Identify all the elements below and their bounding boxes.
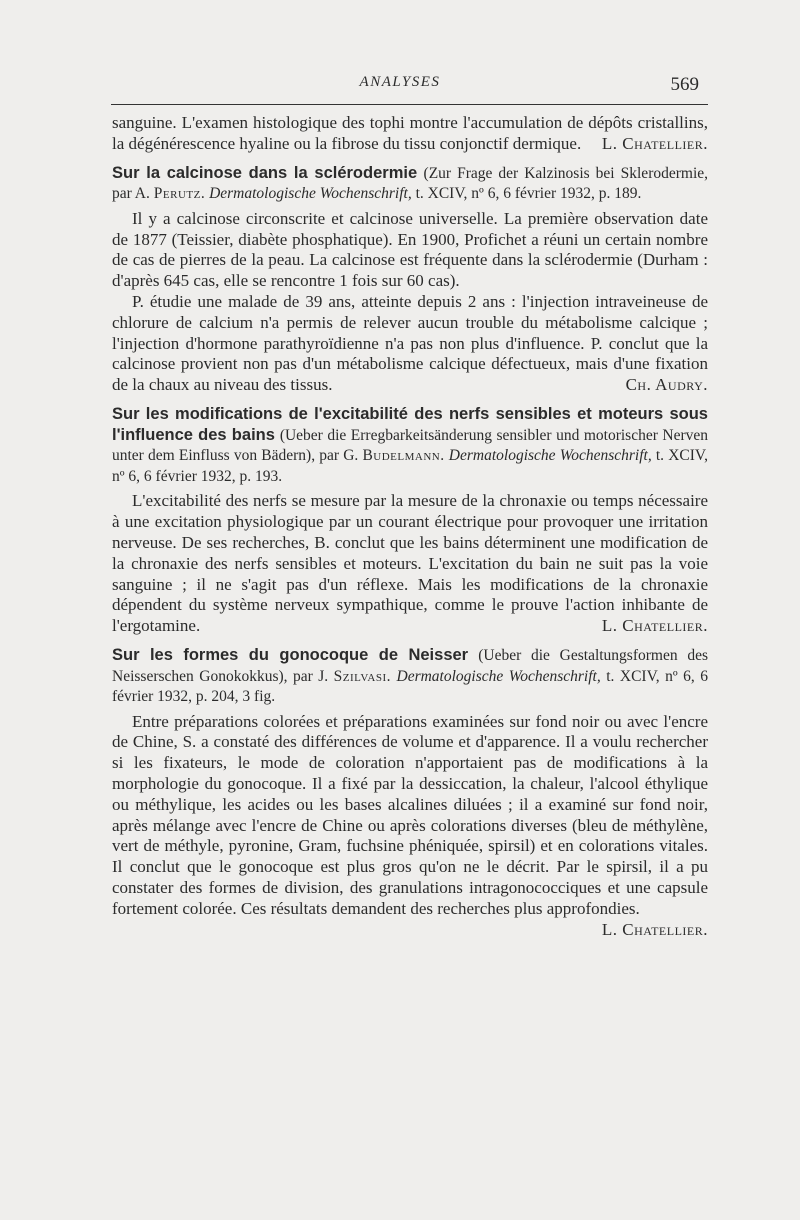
reference-text: (Zur Frage der Kalzinosis bei Sklerodermie, par A.	[112, 164, 709, 203]
journal-name: Dermatologische Wochenschrift,	[448, 447, 652, 465]
article-heading	[112, 404, 708, 486]
signature: Ch. Audry.	[625, 375, 708, 395]
signature: L. Chatellier.	[601, 616, 708, 636]
continued-paragraph	[112, 113, 708, 155]
header-rule	[111, 104, 708, 105]
author: Szilvasi.	[333, 667, 392, 685]
paragraph	[112, 491, 708, 637]
article-heading	[112, 645, 708, 707]
paragraph-text: L'excitabilité des nerfs se mesure par la mesure de la chronaxie ou temps nécessaire à une excitation physiologique par un courant électrique pour provoquer une irritation nerveuse. De ses recherches, B. conclut que les bains déterminent une modification de la chronaxie des nerfs sensibles et moteurs. L'excitation du bain ne suit pas la voie sanguine ; il ne s'agit pas d'un réflexe. Mais les modifications de la chronaxie dépendent du système nerveux sympathique, comme le prouve l'action inhibante de l'ergotamine.	[112, 491, 708, 636]
paragraph	[112, 292, 708, 396]
reference-details: t. XCIV, nº 6, 6 février 1932, p. 204, 3 fig.	[112, 667, 709, 706]
article-title: Sur la calcinose dans la sclérodermie	[112, 163, 418, 182]
paragraph-text: sanguine. L'examen histologique des tophi montre l'accumulation de dépôts cristallins, la dégénérescence hyaline ou la fibrose du tissu conjonctif dermique.	[112, 113, 708, 153]
paragraph-text: Entre préparations colorées et préparations examinées sur fond noir ou avec l'encre de Chine, S. a constaté des différences de volume et d'apparence. Il a voulu rechercher si les fixateurs, le mode de coloration n'apportaient pas de modifications à la morphologie du gonocoque. Il a fixé par la dessiccation, la chaleur, l'alcool éthylique ou méthylique, les acides ou les bases alcalines diluées ; il a examiné sur fond noir, après mélange avec l'encre de Chine ou après colorations diverses (bleu de méthylène, vert de méthyle, pyronine, Gram, fuchsine phéniquée, spirsil) et en colorations vitales. Il conclut que le gonocoque est plus gros qu'on ne le décrit. Par le spirsil, il a pu constater des formes de division, des granulations intragonococciques et une capsule fortement colorée. Ces résultats demandent des recherches plus approfondies.	[112, 711, 708, 918]
article-excitabilite	[112, 404, 708, 637]
reference-text: (Ueber die Erregbarkeitsänderung sensibler und motorischer Nerven unter dem Einfluss von Bädern), par G.	[112, 426, 709, 465]
page-content	[112, 113, 708, 940]
article-title: Sur les modifications de l'excitabilité des nerfs sensibles et moteurs sous l'influence des bains	[112, 404, 708, 444]
reference-details: t. XCIV, nº 6, 6 février 1932, p. 193.	[112, 447, 708, 485]
article-gonocoque	[112, 645, 708, 941]
paragraph: Il y a calcinose circonscrite et calcinose universelle. La première observation date de 1877 (Teissier, diabète phosphatique). En 1900, Profichet a réuni un certain nombre de cas de pierres de la peau. La calcinose est fréquente dans la sclérodermie (Durham : d'après 645 cas, elle se rencontre 1 fois sur 60 cas).	[112, 208, 708, 291]
reference-text: (Ueber die Gestaltungsformen des Neisserschen Gonokokkus), par J.	[112, 646, 709, 685]
running-header: ANALYSES	[359, 74, 441, 90]
journal-name: Dermatologische Wochenschrift,	[209, 185, 412, 203]
signature: L. Chatellier.	[601, 133, 708, 153]
article-title: Sur les formes du gonocoque de Neisser	[112, 645, 469, 664]
page-number: 569	[670, 74, 699, 95]
article-heading	[112, 163, 708, 204]
author: Perutz.	[153, 185, 206, 203]
paragraph	[112, 711, 708, 939]
paragraph-text: P. étudie une malade de 39 ans, atteinte depuis 2 ans : l'injection intraveineuse de chlorure de calcium n'a permis de relever aucun trouble du métabolisme calcique ; l'injection d'hormone parathyroïdienne n'a pas non plus d'influence. P. conclut que la calcinose provient non pas d'un métabolisme calcique défectueux, mais d'une fixation de la chaux au niveau des tissus.	[112, 291, 708, 395]
article-calcinose	[112, 163, 708, 396]
signature: L. Chatellier.	[601, 919, 708, 939]
reference-details: t. XCIV, nº 6, 6 février 1932, p. 189.	[415, 185, 642, 203]
journal-name: Dermatologische Wochenschrift,	[396, 667, 601, 685]
author: Budelmann.	[362, 447, 445, 465]
